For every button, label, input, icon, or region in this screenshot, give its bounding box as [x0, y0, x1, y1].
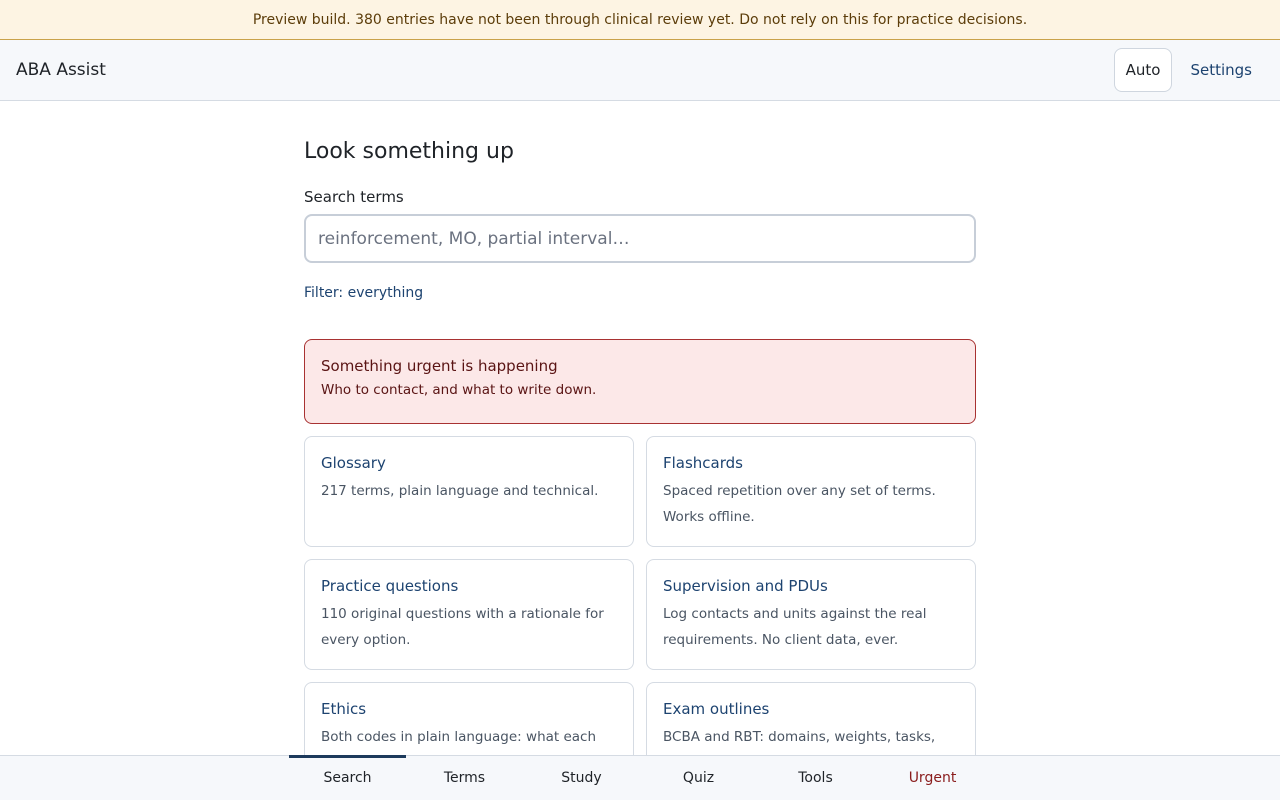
- page-title: Look something up: [304, 139, 514, 164]
- urgent-card-title: Something urgent is happening: [321, 357, 558, 375]
- card-description: Spaced repetition over any set of terms. Works offline.: [663, 483, 936, 525]
- app-title: ABA Assist: [16, 60, 106, 80]
- urgent-card[interactable]: [304, 339, 976, 424]
- card-supervision[interactable]: [646, 559, 976, 670]
- card-title: Supervision and PDUs: [663, 577, 828, 595]
- nav-tab-urgent[interactable]: Urgent: [908, 770, 957, 786]
- card-description: Both codes in plain language: what each: [321, 729, 597, 745]
- urgent-card-description: Who to contact, and what to write down.: [321, 382, 597, 398]
- card-flashcards[interactable]: [646, 436, 976, 547]
- theme-auto-button[interactable]: Auto: [1114, 48, 1173, 92]
- preview-banner-text: Preview build. 380 entries have not been through clinical review yet. Do not rely on this for practice decisions.: [252, 11, 1028, 28]
- card-description: 217 terms, plain language and technical.: [321, 483, 599, 499]
- settings-link[interactable]: Settings: [1190, 61, 1252, 79]
- bottom-nav: [0, 755, 1280, 800]
- feature-grid: [304, 436, 976, 793]
- search-label: Search terms: [304, 188, 404, 206]
- card-title: Glossary: [321, 454, 386, 472]
- card-title: Practice questions: [321, 577, 459, 595]
- nav-tab-tools[interactable]: Tools: [798, 770, 833, 786]
- preview-banner: [0, 0, 1280, 40]
- card-description: Log contacts and units against the real requirements. No client data, ever.: [663, 606, 927, 648]
- filter-link[interactable]: Filter: everything: [304, 285, 424, 301]
- card-practice-questions[interactable]: [304, 559, 634, 670]
- app-header: [0, 40, 1280, 101]
- card-title: Ethics: [321, 700, 367, 718]
- header-actions: [1114, 48, 1264, 92]
- nav-tab-study[interactable]: Study: [561, 770, 602, 786]
- main-content: [304, 101, 976, 793]
- card-description: 110 original questions with a rationale for every option.: [321, 606, 604, 648]
- card-glossary[interactable]: [304, 436, 634, 547]
- nav-tab-search[interactable]: Search: [289, 756, 406, 800]
- nav-tab-terms[interactable]: Terms: [443, 770, 486, 786]
- card-description: BCBA and RBT: domains, weights, tasks,: [663, 729, 936, 745]
- card-title: Flashcards: [663, 454, 743, 472]
- search-input[interactable]: [304, 214, 976, 263]
- nav-tab-quiz[interactable]: Quiz: [682, 770, 715, 786]
- card-title: Exam outlines: [663, 700, 770, 718]
